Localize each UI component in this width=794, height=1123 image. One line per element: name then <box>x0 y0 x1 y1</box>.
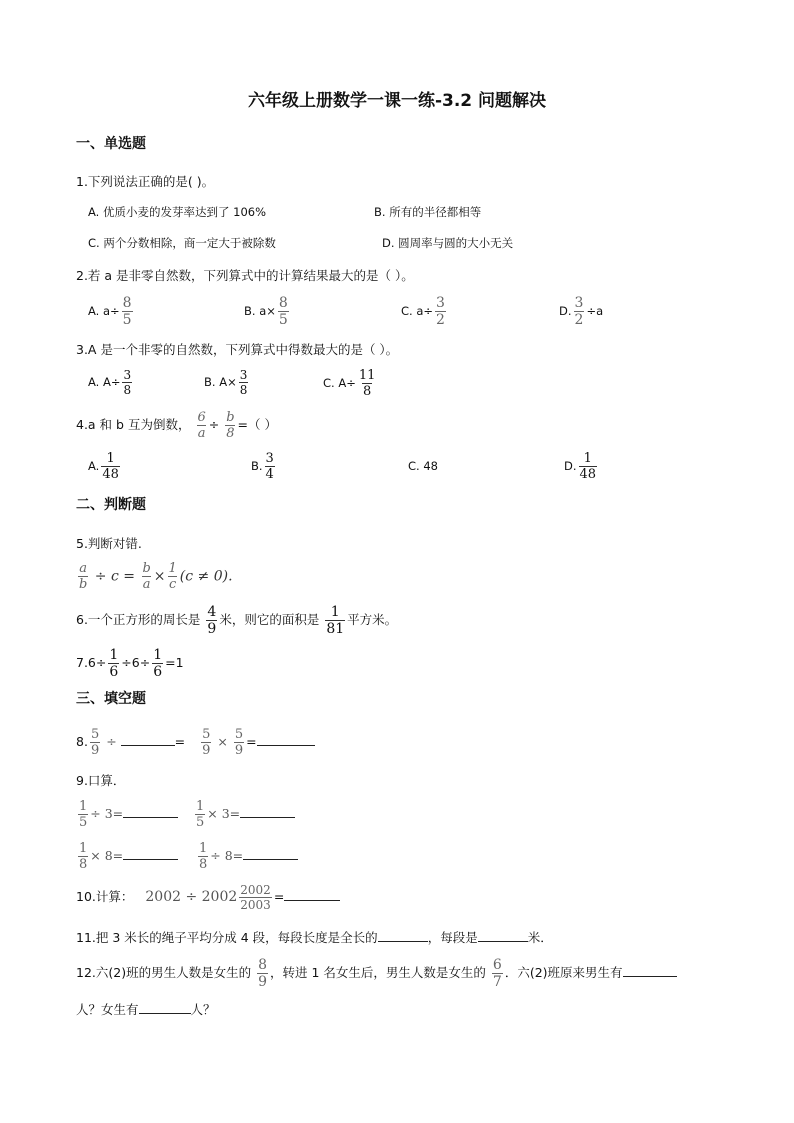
fraction: $\frac{3}{4}$ <box>265 451 274 482</box>
question-9-item-3 <box>76 842 178 871</box>
fraction: $\frac{1}{c}$ <box>168 561 177 592</box>
expression: 2002 ÷ 2002 <box>145 889 238 905</box>
stem-text: ．六(2)班原来男生有 <box>504 965 623 980</box>
stem-text: 6.一个正方形的周长是 <box>76 612 201 627</box>
answer-blank[interactable] <box>257 733 315 746</box>
fraction: $\frac{3}{8}$ <box>239 368 248 397</box>
option-label: A. <box>88 459 100 473</box>
stem-text: 人？女生有 <box>76 1002 139 1017</box>
stem-text: ÷6÷ <box>121 655 151 670</box>
option-label: B. <box>251 459 263 473</box>
equals: = <box>246 734 257 749</box>
question-2-stem: 2.若 a 是非零自然数，下列算式中的计算结果最大的是（ ）。 <box>76 268 414 283</box>
fraction: $\frac{6}{7}$ <box>492 957 502 990</box>
equals: = <box>273 889 285 904</box>
fraction: $\frac{5}{9}$ <box>202 727 211 758</box>
answer-blank[interactable] <box>139 1001 191 1014</box>
question-9-stem: 9.口算． <box>76 773 126 788</box>
fraction: $\frac{1}{5}$ <box>79 799 88 830</box>
answer-blank[interactable] <box>243 847 298 860</box>
option-suffix: ÷a <box>586 304 604 318</box>
question-4-option-c[interactable]: C. 48 <box>408 459 438 473</box>
question-number: 8. <box>76 734 88 749</box>
question-4-option-b[interactable] <box>251 452 277 481</box>
question-7-stem <box>76 648 184 679</box>
fraction: $\frac{3}{2}$ <box>436 295 445 328</box>
answer-blank[interactable] <box>121 733 175 746</box>
question-12-line-2 <box>76 1000 216 1018</box>
stem-suffix: =（ ） <box>237 417 277 432</box>
stem-text: 人？ <box>190 1002 216 1017</box>
fraction: $\frac{1}{6}$ <box>109 647 119 680</box>
question-3-stem: 3.A 是一个非零的自然数，下列算式中得数最大的是（ ）。 <box>76 342 399 357</box>
stem-text: 11.把 3 米长的绳子平均分成 4 段，每段长度是全长的 <box>76 930 378 945</box>
question-5-formula <box>76 562 233 591</box>
question-1-stem: 1.下列说法正确的是( )。 <box>76 174 215 189</box>
question-9-item-4 <box>196 842 298 871</box>
question-1-option-c[interactable]: C. 两个分数相除，商一定大于被除数 <box>88 236 276 250</box>
operator: ÷ <box>106 734 117 749</box>
operator: ÷ <box>208 417 220 432</box>
question-11-stem <box>76 928 553 946</box>
fraction: $\frac{3}{8}$ <box>123 368 132 397</box>
fraction: $\frac{11}{8}$ <box>358 368 376 399</box>
section-heading-single-choice: 一、单选题 <box>76 136 146 152</box>
question-9-item-1 <box>76 800 178 829</box>
fraction: $\frac{2002}{2003}$ <box>240 883 271 912</box>
section-heading-fill-in: 三、填空题 <box>76 691 146 707</box>
answer-blank[interactable] <box>123 805 178 818</box>
stem-text: =1 <box>165 655 184 670</box>
option-label: D. <box>559 304 572 318</box>
fraction: $\frac{5}{9}$ <box>90 727 100 758</box>
answer-blank[interactable] <box>478 929 528 942</box>
answer-blank[interactable] <box>123 847 178 860</box>
question-5-stem: 5.判断对错. <box>76 536 142 551</box>
question-4-option-d[interactable] <box>564 452 599 481</box>
question-10-stem <box>76 884 340 911</box>
page-title: 六年级上册数学一课一练-3.2 问题解决 <box>247 91 547 111</box>
option-label: B. a× <box>244 304 276 318</box>
question-4-stem <box>76 411 277 440</box>
option-label: C. A÷ <box>323 376 356 390</box>
stem-text: 米． <box>527 930 553 945</box>
fraction: $\frac{8}{9}$ <box>258 957 267 990</box>
question-1-option-d[interactable]: D. 圆周率与圆的大小无关 <box>382 236 514 250</box>
question-12-stem <box>76 958 677 989</box>
question-2-option-b[interactable] <box>244 296 291 327</box>
question-4-option-a[interactable] <box>88 452 122 481</box>
fraction: $\frac{1}{81}$ <box>326 604 345 637</box>
option-label: A. a÷ <box>88 304 120 318</box>
fraction: $\frac{1}{8}$ <box>199 841 208 872</box>
stem-text: 7.6÷ <box>76 655 107 670</box>
fraction: $\frac{1}{5}$ <box>196 799 205 830</box>
fraction: $\frac{8}{5}$ <box>278 295 288 328</box>
operator: ÷ 8= <box>210 848 244 863</box>
operator: ÷ 3= <box>90 806 124 821</box>
question-2-option-c[interactable] <box>401 296 448 327</box>
option-label: C. a÷ <box>401 304 434 318</box>
stem-text: 米，则它的面积是 <box>219 612 320 627</box>
question-9-item-2 <box>193 800 295 829</box>
fraction: $\frac{b}{8}$ <box>226 410 235 441</box>
fraction: $\frac{1}{48}$ <box>102 451 119 482</box>
operator: × 3= <box>207 806 241 821</box>
stem-text: 4.a 和 b 互为倒数， <box>76 417 191 432</box>
equals: = <box>174 734 186 749</box>
stem-text: ，每段是 <box>427 930 478 945</box>
question-1-option-a[interactable]: A. 优质小麦的发芽率达到了 106% <box>88 205 267 219</box>
question-8-stem <box>76 728 315 757</box>
fraction: $\frac{a}{b}$ <box>79 561 88 592</box>
operator: × <box>217 734 228 749</box>
question-3-option-b[interactable] <box>204 369 250 396</box>
fraction: $\frac{6}{a}$ <box>197 410 206 441</box>
operator: ÷ c = <box>94 568 135 585</box>
fraction: $\frac{5}{9}$ <box>234 727 244 758</box>
stem-text: 平方米。 <box>347 612 398 627</box>
fraction: $\frac{3}{2}$ <box>574 295 584 328</box>
stem-text: 12.六(2)班的男生人数是女生的 <box>76 965 252 980</box>
question-1-option-b[interactable]: B. 所有的半径都相等 <box>374 205 482 219</box>
option-label: D. <box>564 459 577 473</box>
fraction: $\frac{4}{9}$ <box>207 604 217 637</box>
question-2-option-d[interactable] <box>559 296 603 327</box>
section-heading-true-false: 二、判断题 <box>76 497 146 513</box>
question-2-option-a[interactable] <box>88 296 135 327</box>
answer-blank[interactable] <box>623 964 677 977</box>
answer-blank[interactable] <box>240 805 295 818</box>
fraction: $\frac{b}{a}$ <box>142 561 151 592</box>
condition: (c ≠ 0). <box>179 568 233 585</box>
stem-text: ，转进 1 名女生后，男生人数是女生的 <box>270 965 486 980</box>
answer-blank[interactable] <box>378 929 428 942</box>
fraction: $\frac{1}{6}$ <box>153 647 163 680</box>
fraction: $\frac{8}{5}$ <box>122 295 132 328</box>
operator: × 8= <box>90 848 124 863</box>
option-label: B. A× <box>204 375 237 389</box>
option-label: A. A÷ <box>88 375 121 389</box>
question-3-option-c[interactable] <box>323 369 378 398</box>
operator: × <box>153 568 166 585</box>
fraction: $\frac{1}{8}$ <box>79 841 88 872</box>
stem-text: 10.计算： <box>76 889 134 904</box>
question-3-option-a[interactable] <box>88 369 134 396</box>
answer-blank[interactable] <box>284 888 340 901</box>
question-6-stem <box>76 605 397 636</box>
fraction: $\frac{1}{48}$ <box>579 451 597 482</box>
